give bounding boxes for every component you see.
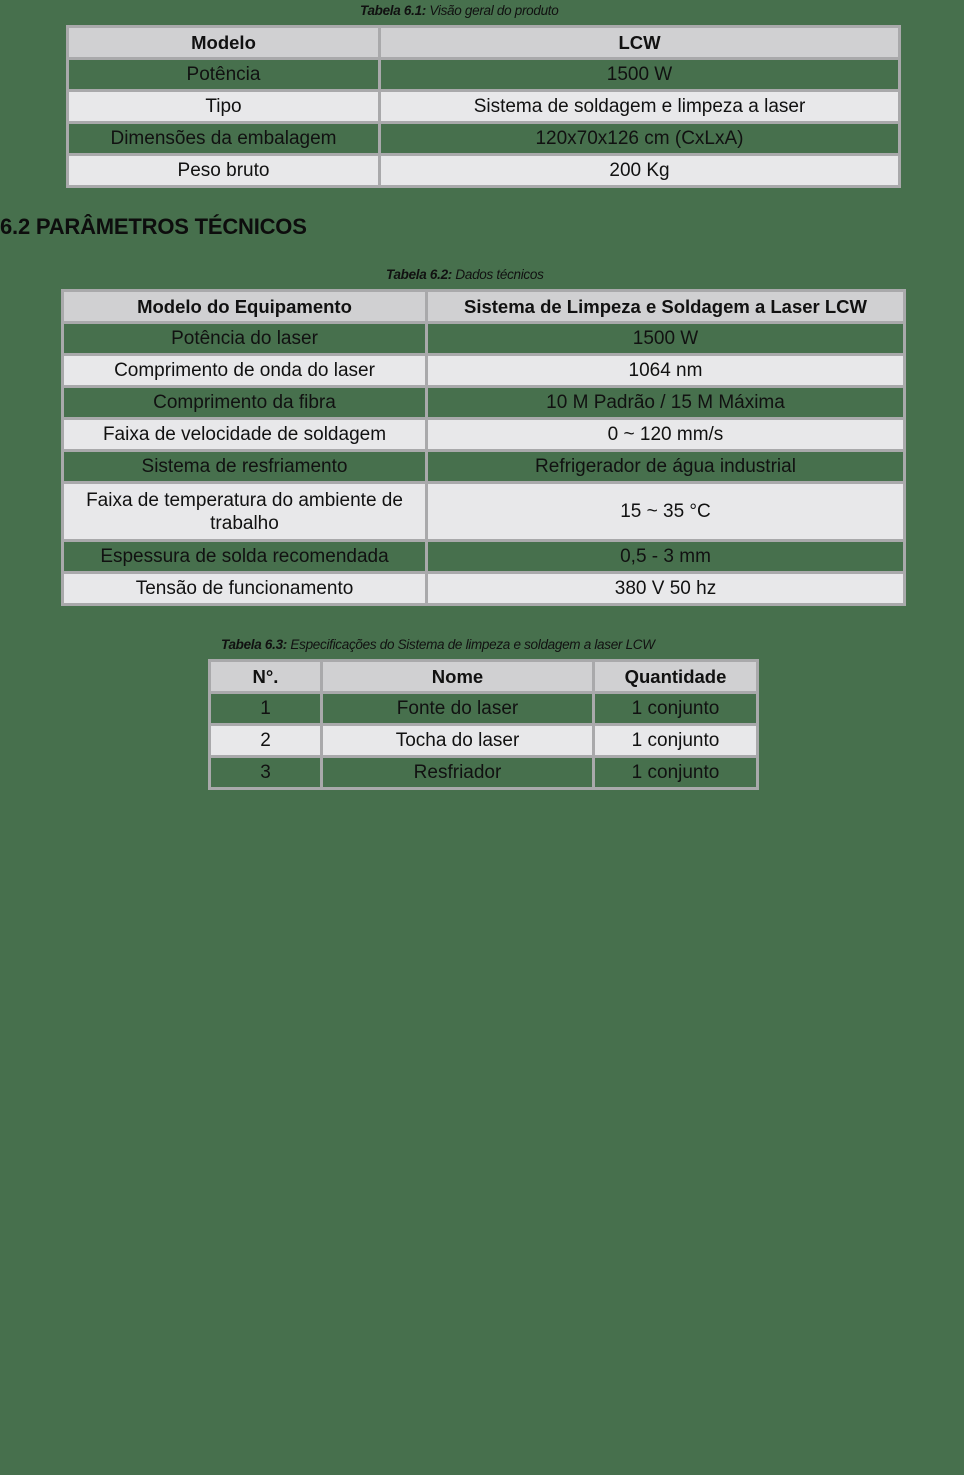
row-value: Refrigerador de água industrial <box>427 451 905 483</box>
row-label: Comprimento de onda do laser <box>63 355 427 387</box>
row-quantity: 1 conjunto <box>594 757 758 789</box>
row-value: 0 ~ 120 mm/s <box>427 419 905 451</box>
table-row <box>63 573 905 605</box>
row-name: Resfriador <box>322 757 594 789</box>
row-label: Faixa de velocidade de soldagem <box>63 419 427 451</box>
row-label: Tipo <box>68 91 380 123</box>
column-header: Quantidade <box>594 661 758 693</box>
table-row <box>63 323 905 355</box>
row-value: 10 M Padrão / 15 M Máxima <box>427 387 905 419</box>
row-value: 0,5 - 3 mm <box>427 541 905 573</box>
table-row <box>63 541 905 573</box>
row-number: 3 <box>210 757 322 789</box>
product-overview-table <box>66 25 901 188</box>
row-label: Peso bruto <box>68 155 380 187</box>
row-number: 1 <box>210 693 322 725</box>
table-row <box>210 757 758 789</box>
row-value: 1064 nm <box>427 355 905 387</box>
table-row <box>68 91 900 123</box>
table-row <box>210 693 758 725</box>
table-row <box>63 387 905 419</box>
table-row <box>63 451 905 483</box>
row-label: Potência do laser <box>63 323 427 355</box>
components-table <box>208 659 759 790</box>
table3-caption-text: Especificações do Sistema de limpeza e soldagem a laser LCW <box>286 637 655 652</box>
row-quantity: 1 conjunto <box>594 725 758 757</box>
table-row <box>63 483 905 541</box>
row-number: 2 <box>210 725 322 757</box>
column-header: Modelo <box>68 27 380 59</box>
table2-caption-label: Tabela 6.2: <box>386 267 452 282</box>
technical-data-table <box>61 289 906 606</box>
row-label: Comprimento da fibra <box>63 387 427 419</box>
table-header-row <box>210 661 758 693</box>
row-label: Potência <box>68 59 380 91</box>
table-row <box>63 355 905 387</box>
row-value: 15 ~ 35 °C <box>427 483 905 541</box>
table2-caption-text: Dados técnicos <box>451 267 544 282</box>
row-label: Tensão de funcionamento <box>63 573 427 605</box>
column-header: Modelo do Equipamento <box>63 291 427 323</box>
column-header: Nome <box>322 661 594 693</box>
row-value: 120x70x126 cm (CxLxA) <box>380 123 900 155</box>
row-value: Sistema de soldagem e limpeza a laser <box>380 91 900 123</box>
row-value: 200 Kg <box>380 155 900 187</box>
row-label: Sistema de resfriamento <box>63 451 427 483</box>
row-quantity: 1 conjunto <box>594 693 758 725</box>
section-heading: 6.2 PARÂMETROS TÉCNICOS <box>0 214 307 239</box>
row-value: 380 V 50 hz <box>427 573 905 605</box>
column-header: N°. <box>210 661 322 693</box>
row-name: Tocha do laser <box>322 725 594 757</box>
table1-caption-text: Visão geral do produto <box>425 3 559 18</box>
table-header-row <box>68 27 900 59</box>
table-row <box>210 725 758 757</box>
row-name: Fonte do laser <box>322 693 594 725</box>
row-label: Espessura de solda recomendada <box>63 541 427 573</box>
table-row <box>68 59 900 91</box>
table3-caption-label: Tabela 6.3: <box>221 637 287 652</box>
table-row <box>68 155 900 187</box>
table1-caption-label: Tabela 6.1: <box>360 3 426 18</box>
row-value: 1500 W <box>427 323 905 355</box>
table-header-row <box>63 291 905 323</box>
table1-caption <box>360 3 558 18</box>
row-value: 1500 W <box>380 59 900 91</box>
table3-caption <box>221 637 655 652</box>
table-row <box>63 419 905 451</box>
column-header: Sistema de Limpeza e Soldagem a Laser LCW <box>427 291 905 323</box>
row-label: Dimensões da embalagem <box>68 123 380 155</box>
table-row <box>68 123 900 155</box>
row-label: Faixa de temperatura do ambiente de trabalho <box>63 483 427 541</box>
column-header: LCW <box>380 27 900 59</box>
table2-caption <box>386 267 544 282</box>
